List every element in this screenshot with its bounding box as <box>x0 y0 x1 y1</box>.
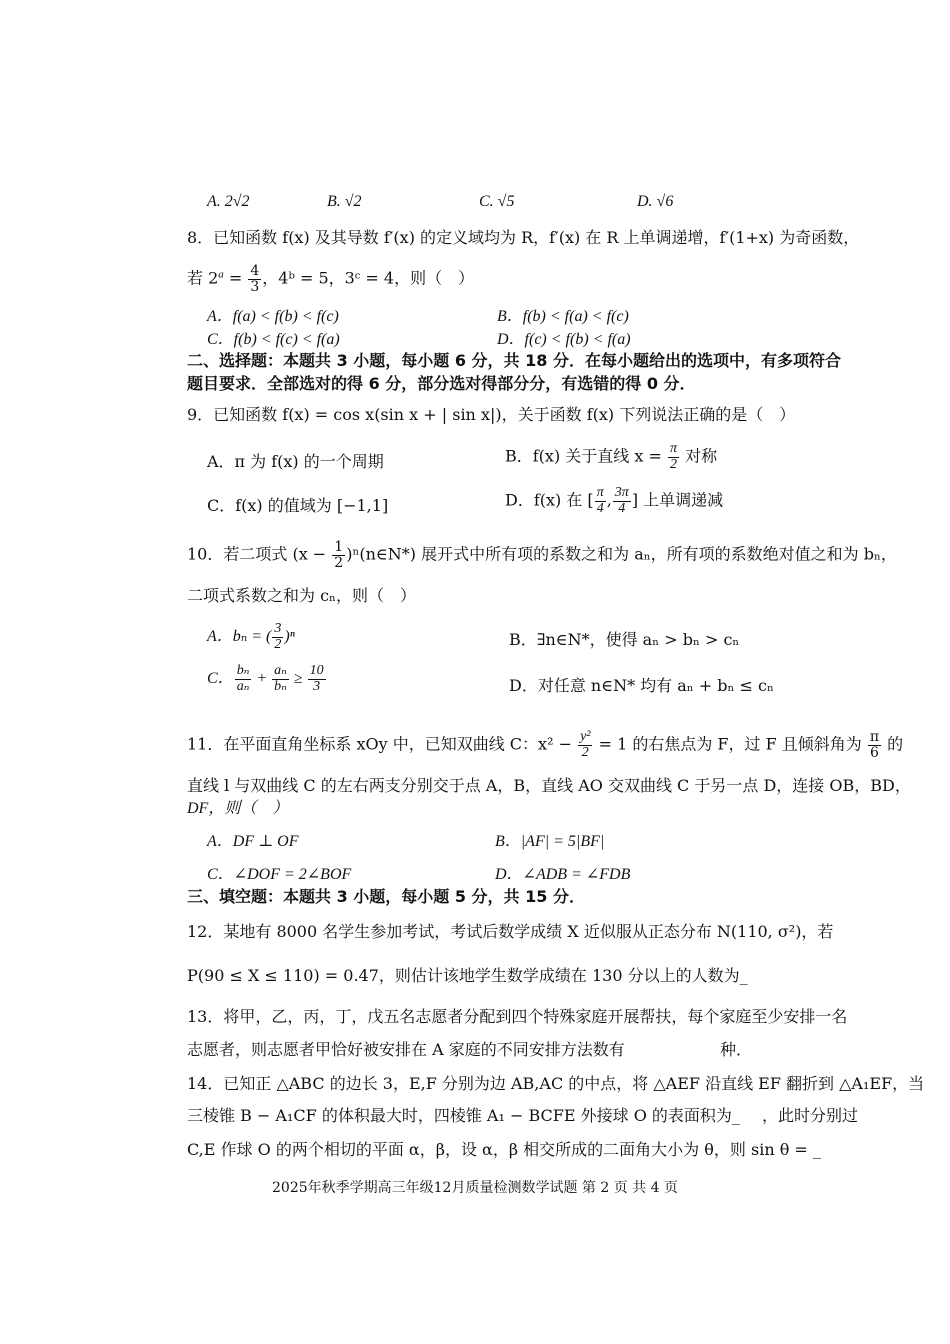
q10-c-num3: 10 <box>309 663 324 678</box>
q8-line2-pre: 若 2 <box>187 268 219 288</box>
q11-stem-line1 <box>187 730 903 760</box>
q12-stem-line1: 12．某地有 8000 名学生参加考试，考试后数学成绩 X 近似服从正态分布 N(110, σ²)，若 <box>187 922 834 941</box>
q11-mid: = 1 的右焦点为 F，过 F 且倾斜角为 <box>593 734 867 754</box>
q10-fraction <box>332 540 345 570</box>
q11-frac-num: y² <box>580 729 591 744</box>
q9-b-den: 2 <box>669 456 677 472</box>
q7-option-c: C. √5 <box>479 193 515 210</box>
q11-stem-line3: DF，则（ ） <box>187 800 289 817</box>
q13-stem-line2: 志愿者，则志愿者甲恰好被安排在 A 家庭的不同安排方法数有 <box>187 1040 625 1059</box>
q10-pre: 10．若二项式 (x − <box>187 544 332 564</box>
section2-heading-line1: 二、选择题：本题共 3 小题，每小题 6 分，共 18 分．在每小题给出的选项中，有多项符合 <box>187 351 841 370</box>
q8-frac-num: 4 <box>250 263 260 279</box>
q10-c-den2: bₙ <box>274 678 287 694</box>
q10-stem-line2: 二项式系数之和为 cₙ，则（ ） <box>187 586 416 605</box>
q10-option-a <box>207 622 295 652</box>
q7-option-a: A. 2√2 <box>207 193 250 210</box>
q13-stem-line2-end: 种． <box>720 1040 753 1059</box>
q11-pre: 11．在平面直角坐标系 xOy 中，已知双曲线 C：x² − <box>187 734 578 754</box>
q10-c-fraction3 <box>308 664 326 694</box>
q10-post: )ⁿ(n∈N*) 展开式中所有项的系数之和为 aₙ，所有项的系数绝对值之和为 bₙ， <box>346 544 897 564</box>
q11-angle-num: π <box>869 729 880 745</box>
q10-c-num2: aₙ <box>274 663 287 678</box>
q9-d-post: ] 上单调递减 <box>631 490 724 510</box>
q9-b-pre: B．f(x) 关于直线 x = <box>505 446 667 466</box>
q8-sup-a: a <box>218 268 224 281</box>
q9-option-a: A．π 为 f(x) 的一个周期 <box>207 452 384 471</box>
q9-b-num: π <box>669 441 677 456</box>
q8-line2-post: ，4ᵇ = 5，3ᶜ = 4，则（ ） <box>262 268 475 288</box>
q9-d-fraction1 <box>595 486 606 516</box>
q9-d-fraction2 <box>613 486 631 516</box>
q10-a-den: 2 <box>274 636 282 652</box>
q9-d-num1: π <box>596 485 604 500</box>
q8-stem-line2 <box>187 264 474 294</box>
q9-d-num2: 3π <box>614 485 629 500</box>
q10-frac-den: 2 <box>334 554 344 571</box>
q11-option-b: B．|AF| = 5|BF| <box>495 833 605 850</box>
q11-post: 的 <box>882 734 904 754</box>
section2-heading-line2: 题目要求．全部选对的得 6 分，部分选对得部分分，有选错的得 0 分． <box>187 374 696 393</box>
q8-option-d: D．f(c) < f(b) < f(a) <box>497 331 631 348</box>
q10-stem-line1 <box>187 540 897 570</box>
q9-d-den2: 4 <box>618 500 626 516</box>
q9-option-d <box>505 486 723 516</box>
q10-option-b: B．∃n∈N*，使得 aₙ > bₙ > cₙ <box>509 630 740 649</box>
q8-frac-den: 3 <box>250 278 260 295</box>
q10-c-den3: 3 <box>313 678 321 694</box>
q9-d-den1: 4 <box>596 500 604 516</box>
q8-fraction <box>248 264 261 294</box>
q9-b-fraction <box>668 442 679 472</box>
q14-stem-line2: 三棱锥 B − A₁CF 的体积最大时，四棱锥 A₁ − BCFE 外接球 O 的表面积为_ <box>187 1106 740 1125</box>
q14-stem-line1: 14．已知正 △ABC 的边长 3，E,F 分别为边 AB,AC 的中点，将 △AEF 沿直线 EF 翻折到 △A₁EF，当 <box>187 1074 925 1093</box>
q10-c-den1: aₙ <box>236 678 250 694</box>
q9-d-comma: , <box>606 490 612 510</box>
q11-fraction-y <box>578 730 592 760</box>
q14-stem-line2-end: ，此时分别过 <box>762 1106 859 1125</box>
q14-stem-line3: C,E 作球 O 的两个相切的平面 α，β，设 α，β 相交所成的二面角大小为 θ，则 sin θ = _ <box>187 1140 821 1159</box>
q10-c-fraction1 <box>235 664 252 694</box>
q8-option-c: C．f(b) < f(c) < f(a) <box>207 331 340 348</box>
q9-option-c: C．f(x) 的值域为 [−1,1] <box>207 496 389 515</box>
q7-option-d: D. √6 <box>637 193 674 210</box>
section3-heading: 三、填空题：本题共 3 小题，每小题 5 分，共 15 分． <box>187 887 585 906</box>
q13-stem-line1: 13．将甲，乙，丙，丁，戊五名志愿者分配到四个特殊家庭开展帮扶，每个家庭至少安排一名 <box>187 1007 848 1026</box>
q8-option-b: B．f(b) < f(a) < f(c) <box>497 308 629 325</box>
q11-frac-den: 2 <box>581 744 589 760</box>
q11-option-c: C．∠DOF = 2∠BOF <box>207 866 352 883</box>
q8-option-a: A．f(a) < f(b) < f(c) <box>207 308 339 325</box>
q10-a-num: 3 <box>274 621 282 636</box>
q10-a-post: )ⁿ <box>284 627 295 645</box>
q10-a-pre: A．bₙ = ( <box>207 627 272 645</box>
q10-c-fraction2 <box>272 664 289 694</box>
q10-option-d: D．对任意 n∈N* 均有 aₙ + bₙ ≤ cₙ <box>509 676 774 695</box>
q11-option-d: D．∠ADB = ∠FDB <box>495 866 631 883</box>
page-footer: 2025年秋季学期高三年级12月质量检测数学试题 第 2 页 共 4 页 <box>272 1180 678 1196</box>
q9-stem: 9．已知函数 f(x) = cos x(sin x + | sin x|)，关于函数 f(x) 下列说法正确的是（ ） <box>187 405 796 424</box>
q9-option-b <box>505 442 717 472</box>
q8-eq: = <box>223 268 248 288</box>
q10-option-c <box>207 664 327 694</box>
q9-b-post: 对称 <box>679 446 718 466</box>
q10-c-plus: + <box>252 669 272 687</box>
q9-d-pre: D．f(x) 在 [ <box>505 490 594 510</box>
q8-stem-line1: 8．已知函数 f(x) 及其导数 f′(x) 的定义域均为 R，f′(x) 在 R 上单调递增，f′(1+x) 为奇函数， <box>187 228 860 247</box>
q10-frac-num: 1 <box>334 539 344 555</box>
q10-c-ge: ≥ <box>289 669 307 687</box>
q11-fraction-angle <box>868 730 881 760</box>
q10-c-num1: bₙ <box>236 663 250 678</box>
q11-angle-den: 6 <box>870 744 879 761</box>
q12-stem-line2: P(90 ≤ X ≤ 110) = 0.47，则估计该地学生数学成绩在 130 分以上的人数为_ <box>187 966 748 985</box>
q10-c-pre: C． <box>207 669 234 687</box>
q11-stem-line2: 直线 l 与双曲线 C 的左右两支分别交于点 A，B，直线 AO 交双曲线 C 于另一点 D，连接 OB，BD， <box>187 776 911 795</box>
q7-option-b: B. √2 <box>327 193 362 210</box>
q10-a-fraction <box>272 622 283 652</box>
q11-option-a: A．DF ⊥ OF <box>207 833 299 850</box>
